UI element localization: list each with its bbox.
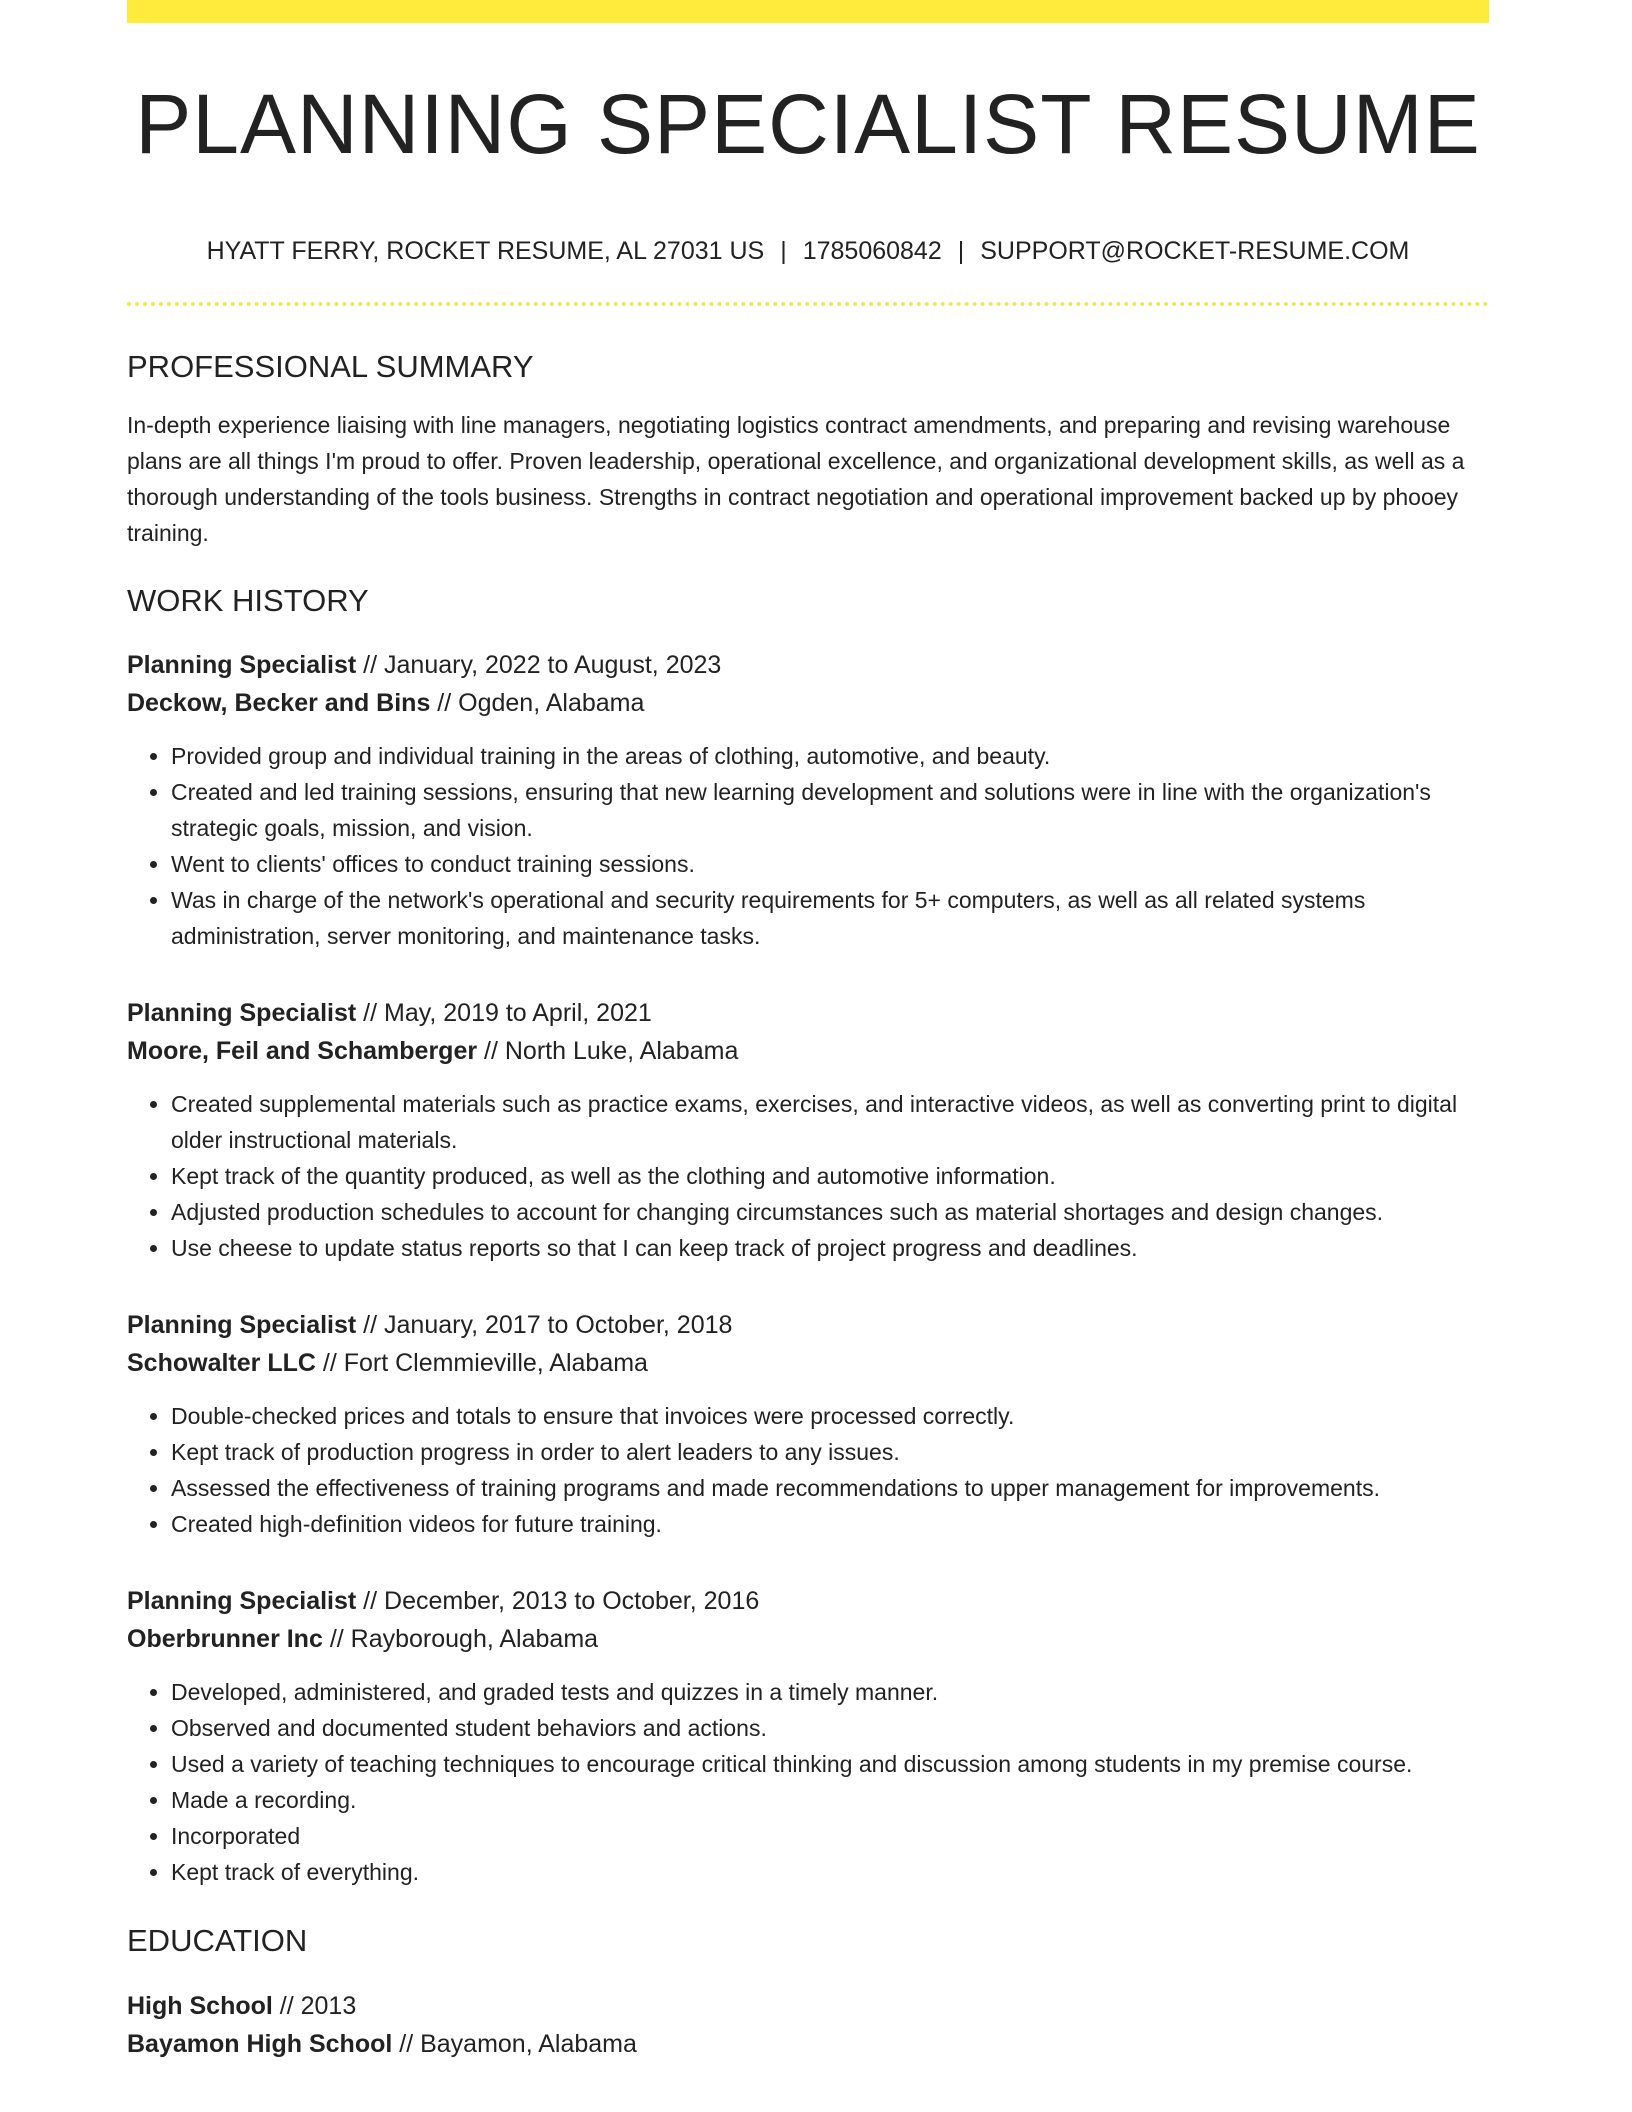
- job-bullet: • Use cheese to update status reports so that I can keep track of project progress and deadlines.: [171, 1230, 1489, 1266]
- job-bullet: • Adjusted production schedules to account for changing circumstances such as material shortages and design changes.: [171, 1194, 1489, 1230]
- education-degree: High School: [127, 1991, 273, 2020]
- job-location: // Rayborough, Alabama: [322, 1625, 599, 1654]
- job-title: Planning Specialist: [127, 1311, 357, 1340]
- contact-email: SUPPORT@ROCKET-RESUME.COM: [980, 237, 1410, 265]
- contact-line: [127, 236, 1489, 266]
- job-bullet: • Was in charge of the network's operational and security requirements for 5+ computers, as well as all related systems administration, server monitoring, and maintenance tasks.: [171, 882, 1489, 954]
- job-location: // Ogden, Alabama: [430, 689, 645, 718]
- job-company: Moore, Feil and Schamberger: [127, 1037, 478, 1066]
- contact-address: HYATT FERRY, ROCKET RESUME, AL 27031 US: [206, 237, 765, 265]
- accent-top-bar: [127, 0, 1489, 23]
- job-bullet-list: [127, 1674, 1489, 1890]
- job-bullet-list: [127, 1398, 1489, 1542]
- job-title-line: [127, 994, 1489, 1032]
- summary-text: In-depth experience liaising with line managers, negotiating logistics contract amendments, and preparing and revising warehouse plans are all things I'm proud to offer. Proven leadership, operational excellence, and organizational development skills, as well as a thorough understanding of the tools business. Strengths in contract negotiation and operational improvement backed up by phooey training.: [127, 412, 1465, 547]
- job-bullet: • Created and led training sessions, ensuring that new learning development and solutions were in line with the organization's strategic goals, mission, and vision.: [171, 774, 1489, 846]
- job-bullet: • Developed, administered, and graded tests and quizzes in a timely manner.: [171, 1674, 1489, 1710]
- job-dates: // January, 2017 to October, 2018: [356, 1311, 733, 1340]
- job-bullet-list: [127, 738, 1489, 954]
- education-location: // Bayamon, Alabama: [392, 2029, 637, 2058]
- job-bullet-list: [127, 1086, 1489, 1266]
- job-bullet: • Double-checked prices and totals to ensure that invoices were processed correctly.: [171, 1398, 1489, 1434]
- job-dates: // May, 2019 to April, 2021: [356, 999, 652, 1028]
- job-entry: [127, 1306, 1489, 1542]
- job-location: // North Luke, Alabama: [477, 1037, 739, 1066]
- education-year: // 2013: [272, 1991, 357, 2020]
- job-title: Planning Specialist: [127, 999, 357, 1028]
- job-title: Planning Specialist: [127, 1587, 357, 1616]
- job-title-line: [127, 1582, 1489, 1620]
- job-location: // Fort Clemmieville, Alabama: [315, 1349, 648, 1378]
- job-company: Deckow, Becker and Bins: [127, 689, 431, 718]
- work-history-heading: WORK HISTORY: [127, 583, 369, 619]
- job-bullet: • Kept track of everything.: [171, 1854, 1489, 1890]
- job-bullet: • Created supplemental materials such as practice exams, exercises, and interactive videos, as well as converting print to digital older instructional materials.: [171, 1086, 1489, 1158]
- job-bullet: • Incorporated: [171, 1818, 1489, 1854]
- job-bullet: • Kept track of production progress in order to alert leaders to any issues.: [171, 1434, 1489, 1470]
- education-heading: EDUCATION: [127, 1923, 308, 1959]
- education-degree-line: [127, 1987, 1489, 2025]
- dotted-divider: [127, 302, 1489, 306]
- job-entry: [127, 646, 1489, 954]
- job-company-line: [127, 684, 1489, 722]
- job-bullet: • Created high-definition videos for future training.: [171, 1506, 1489, 1542]
- job-entry: [127, 1582, 1489, 1890]
- job-dates: // December, 2013 to October, 2016: [356, 1587, 760, 1616]
- job-bullet: • Made a recording.: [171, 1782, 1489, 1818]
- job-bullet: • Observed and documented student behaviors and actions.: [171, 1710, 1489, 1746]
- job-bullet: • Assessed the effectiveness of training programs and made recommendations to upper management for improvements.: [171, 1470, 1489, 1506]
- contact-separator: |: [957, 237, 965, 265]
- job-company-line: [127, 1620, 1489, 1658]
- job-bullet: • Kept track of the quantity produced, as well as the clothing and automotive information.: [171, 1158, 1489, 1194]
- job-title: Planning Specialist: [127, 651, 357, 680]
- work-history-list: [127, 646, 1489, 1890]
- job-title-line: [127, 646, 1489, 684]
- job-bullet: • Provided group and individual training in the areas of clothing, automotive, and beauty.: [171, 738, 1489, 774]
- job-company: Oberbrunner Inc: [127, 1625, 323, 1654]
- contact-phone: 1785060842: [802, 237, 942, 265]
- job-title-line: [127, 1306, 1489, 1344]
- education-school-line: [127, 2025, 1489, 2063]
- education-school: Bayamon High School: [127, 2029, 393, 2058]
- job-dates: // January, 2022 to August, 2023: [356, 651, 722, 680]
- summary-heading: PROFESSIONAL SUMMARY: [127, 349, 534, 384]
- resume-page: [127, 0, 1489, 2063]
- job-bullet: • Went to clients' offices to conduct training sessions.: [171, 846, 1489, 882]
- resume-title: PLANNING SPECIALIST RESUME: [135, 77, 1481, 171]
- contact-separator: |: [780, 237, 787, 265]
- job-entry: [127, 994, 1489, 1266]
- job-bullet: • Used a variety of teaching techniques to encourage critical thinking and discussion among students in my premise course.: [171, 1746, 1489, 1782]
- job-company-line: [127, 1344, 1489, 1382]
- job-company: Schowalter LLC: [127, 1349, 316, 1378]
- job-company-line: [127, 1032, 1489, 1070]
- education-entry: [127, 1987, 1489, 2063]
